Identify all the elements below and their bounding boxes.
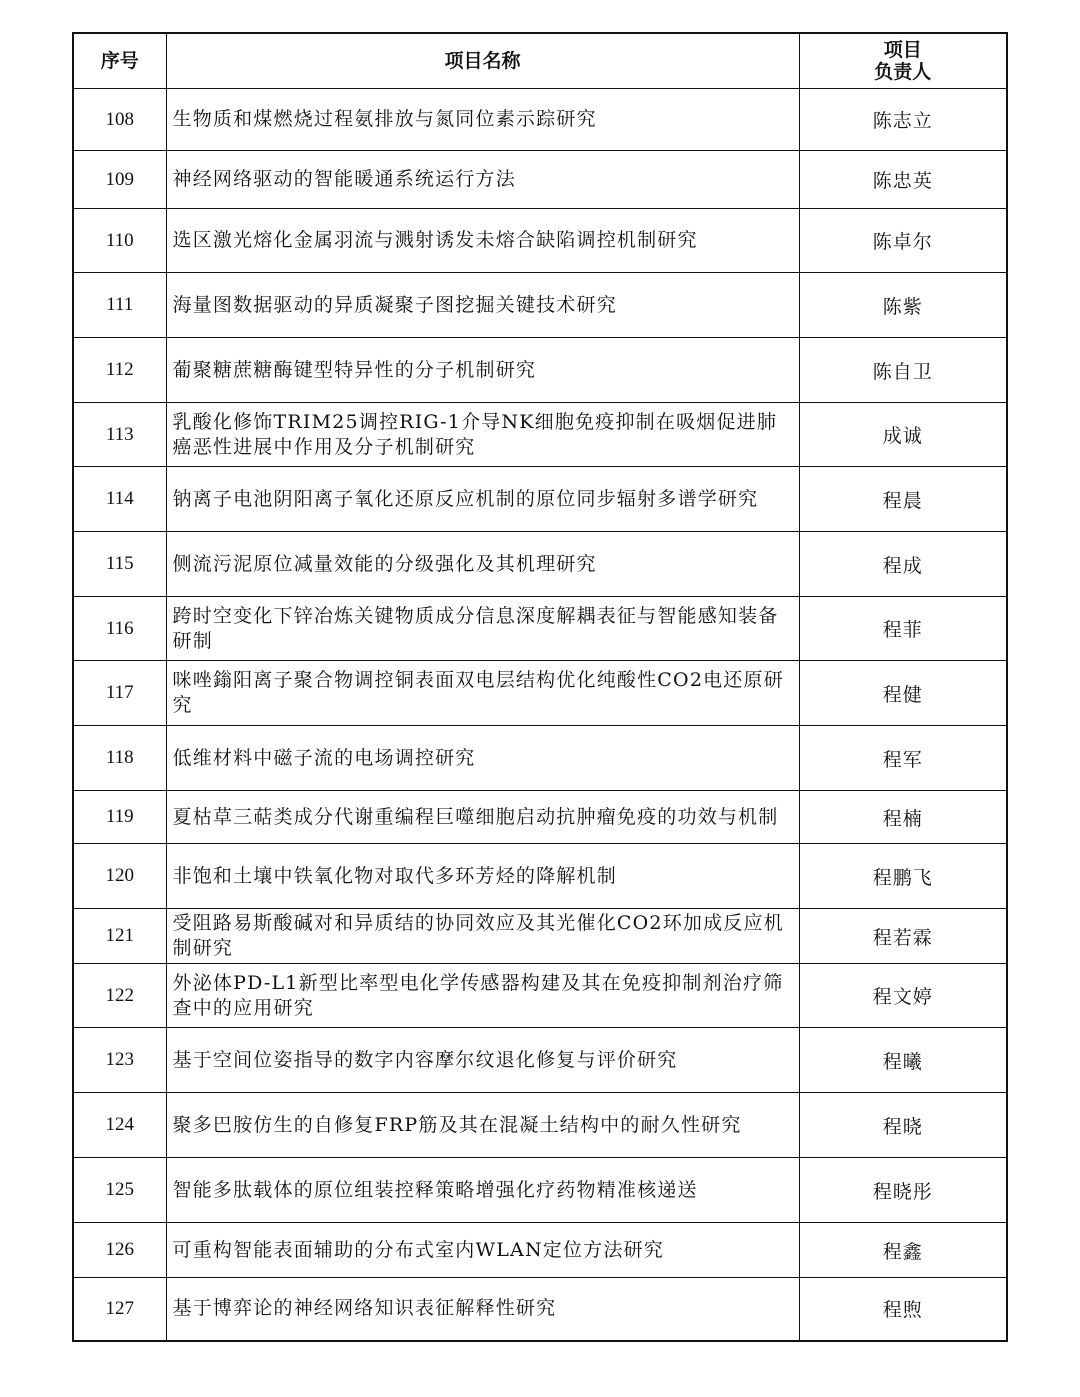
table-row	[73, 1223, 1007, 1278]
table-row	[73, 209, 1007, 273]
project-name: 葡聚糖蔗糖酶键型特异性的分子机制研究	[166, 338, 799, 403]
table-row	[73, 467, 1007, 532]
project-name: 非饱和土壤中铁氧化物对取代多环芳烃的降解机制	[166, 844, 799, 909]
header-lead-line1: 项目	[883, 39, 922, 61]
row-number: 126	[73, 1223, 166, 1278]
row-number: 120	[73, 844, 166, 909]
table-row	[73, 909, 1007, 964]
row-number: 116	[73, 597, 166, 661]
row-number: 117	[73, 661, 166, 726]
project-leader: 陈忠英	[799, 151, 1007, 209]
table-row	[73, 338, 1007, 403]
project-name: 基于空间位姿指导的数字内容摩尔纹退化修复与评价研究	[166, 1028, 799, 1093]
project-leader: 程军	[799, 726, 1007, 791]
table-row	[73, 1158, 1007, 1223]
project-leader: 陈自卫	[799, 338, 1007, 403]
table-row	[73, 1028, 1007, 1093]
table-row	[73, 532, 1007, 597]
project-leader: 程若霖	[799, 909, 1007, 964]
table-body	[73, 89, 1007, 1341]
project-table	[72, 32, 1008, 1342]
row-number: 112	[73, 338, 166, 403]
project-leader: 程煦	[799, 1278, 1007, 1341]
project-leader: 程菲	[799, 597, 1007, 661]
row-number: 110	[73, 209, 166, 273]
project-leader: 程鑫	[799, 1223, 1007, 1278]
project-name: 跨时空变化下锌冶炼关键物质成分信息深度解耦表征与智能感知装备研制	[166, 597, 799, 661]
row-number: 118	[73, 726, 166, 791]
project-leader: 程曦	[799, 1028, 1007, 1093]
table-row	[73, 273, 1007, 338]
row-number: 119	[73, 791, 166, 844]
project-name: 咪唑鎓阳离子聚合物调控铜表面双电层结构优化纯酸性CO2电还原研究	[166, 661, 799, 726]
row-number: 109	[73, 151, 166, 209]
project-name: 可重构智能表面辅助的分布式室内WLAN定位方法研究	[166, 1223, 799, 1278]
project-name: 生物质和煤燃烧过程氨排放与氮同位素示踪研究	[166, 89, 799, 151]
row-number: 121	[73, 909, 166, 964]
row-number: 127	[73, 1278, 166, 1341]
row-number: 113	[73, 403, 166, 467]
header-lead-line2: 负责人	[874, 61, 932, 83]
table-row	[73, 964, 1007, 1028]
row-number: 115	[73, 532, 166, 597]
project-leader: 程成	[799, 532, 1007, 597]
project-leader: 程晨	[799, 467, 1007, 532]
header-name: 项目名称	[166, 33, 799, 89]
project-name: 外泌体PD-L1新型比率型电化学传感器构建及其在免疫抑制剂治疗筛查中的应用研究	[166, 964, 799, 1028]
project-leader: 程文婷	[799, 964, 1007, 1028]
header-lead	[799, 33, 1007, 89]
row-number: 123	[73, 1028, 166, 1093]
project-name: 海量图数据驱动的异质凝聚子图挖掘关键技术研究	[166, 273, 799, 338]
project-name: 神经网络驱动的智能暖通系统运行方法	[166, 151, 799, 209]
project-name: 侧流污泥原位减量效能的分级强化及其机理研究	[166, 532, 799, 597]
project-name: 选区激光熔化金属羽流与溅射诱发未熔合缺陷调控机制研究	[166, 209, 799, 273]
project-leader: 程晓	[799, 1093, 1007, 1158]
project-name: 受阻路易斯酸碱对和异质结的协同效应及其光催化CO2环加成反应机制研究	[166, 909, 799, 964]
table-row	[73, 791, 1007, 844]
project-leader: 陈志立	[799, 89, 1007, 151]
project-leader: 程楠	[799, 791, 1007, 844]
project-leader: 陈卓尔	[799, 209, 1007, 273]
row-number: 122	[73, 964, 166, 1028]
table-row	[73, 726, 1007, 791]
row-number: 114	[73, 467, 166, 532]
project-name: 钠离子电池阴阳离子氧化还原反应机制的原位同步辐射多谱学研究	[166, 467, 799, 532]
project-name: 乳酸化修饰TRIM25调控RIG-1介导NK细胞免疫抑制在吸烟促进肺癌恶性进展中作用及分子机制研究	[166, 403, 799, 467]
row-number: 111	[73, 273, 166, 338]
table-header-row	[73, 33, 1007, 89]
header-no: 序号	[73, 33, 166, 89]
table-row	[73, 1093, 1007, 1158]
row-number: 125	[73, 1158, 166, 1223]
project-name: 基于博弈论的神经网络知识表征解释性研究	[166, 1278, 799, 1341]
table-row	[73, 403, 1007, 467]
row-number: 124	[73, 1093, 166, 1158]
project-name: 聚多巴胺仿生的自修复FRP筋及其在混凝土结构中的耐久性研究	[166, 1093, 799, 1158]
project-name: 夏枯草三萜类成分代谢重编程巨噬细胞启动抗肿瘤免疫的功效与机制	[166, 791, 799, 844]
project-leader: 程晓彤	[799, 1158, 1007, 1223]
table-row	[73, 597, 1007, 661]
project-leader: 成诚	[799, 403, 1007, 467]
project-leader: 陈紫	[799, 273, 1007, 338]
table-row	[73, 844, 1007, 909]
row-number: 108	[73, 89, 166, 151]
project-leader: 程健	[799, 661, 1007, 726]
project-leader: 程鹏飞	[799, 844, 1007, 909]
project-name: 智能多肽载体的原位组装控释策略增强化疗药物精准核递送	[166, 1158, 799, 1223]
project-name: 低维材料中磁子流的电场调控研究	[166, 726, 799, 791]
table-row	[73, 151, 1007, 209]
table-row	[73, 1278, 1007, 1341]
table-row	[73, 661, 1007, 726]
table-row	[73, 89, 1007, 151]
